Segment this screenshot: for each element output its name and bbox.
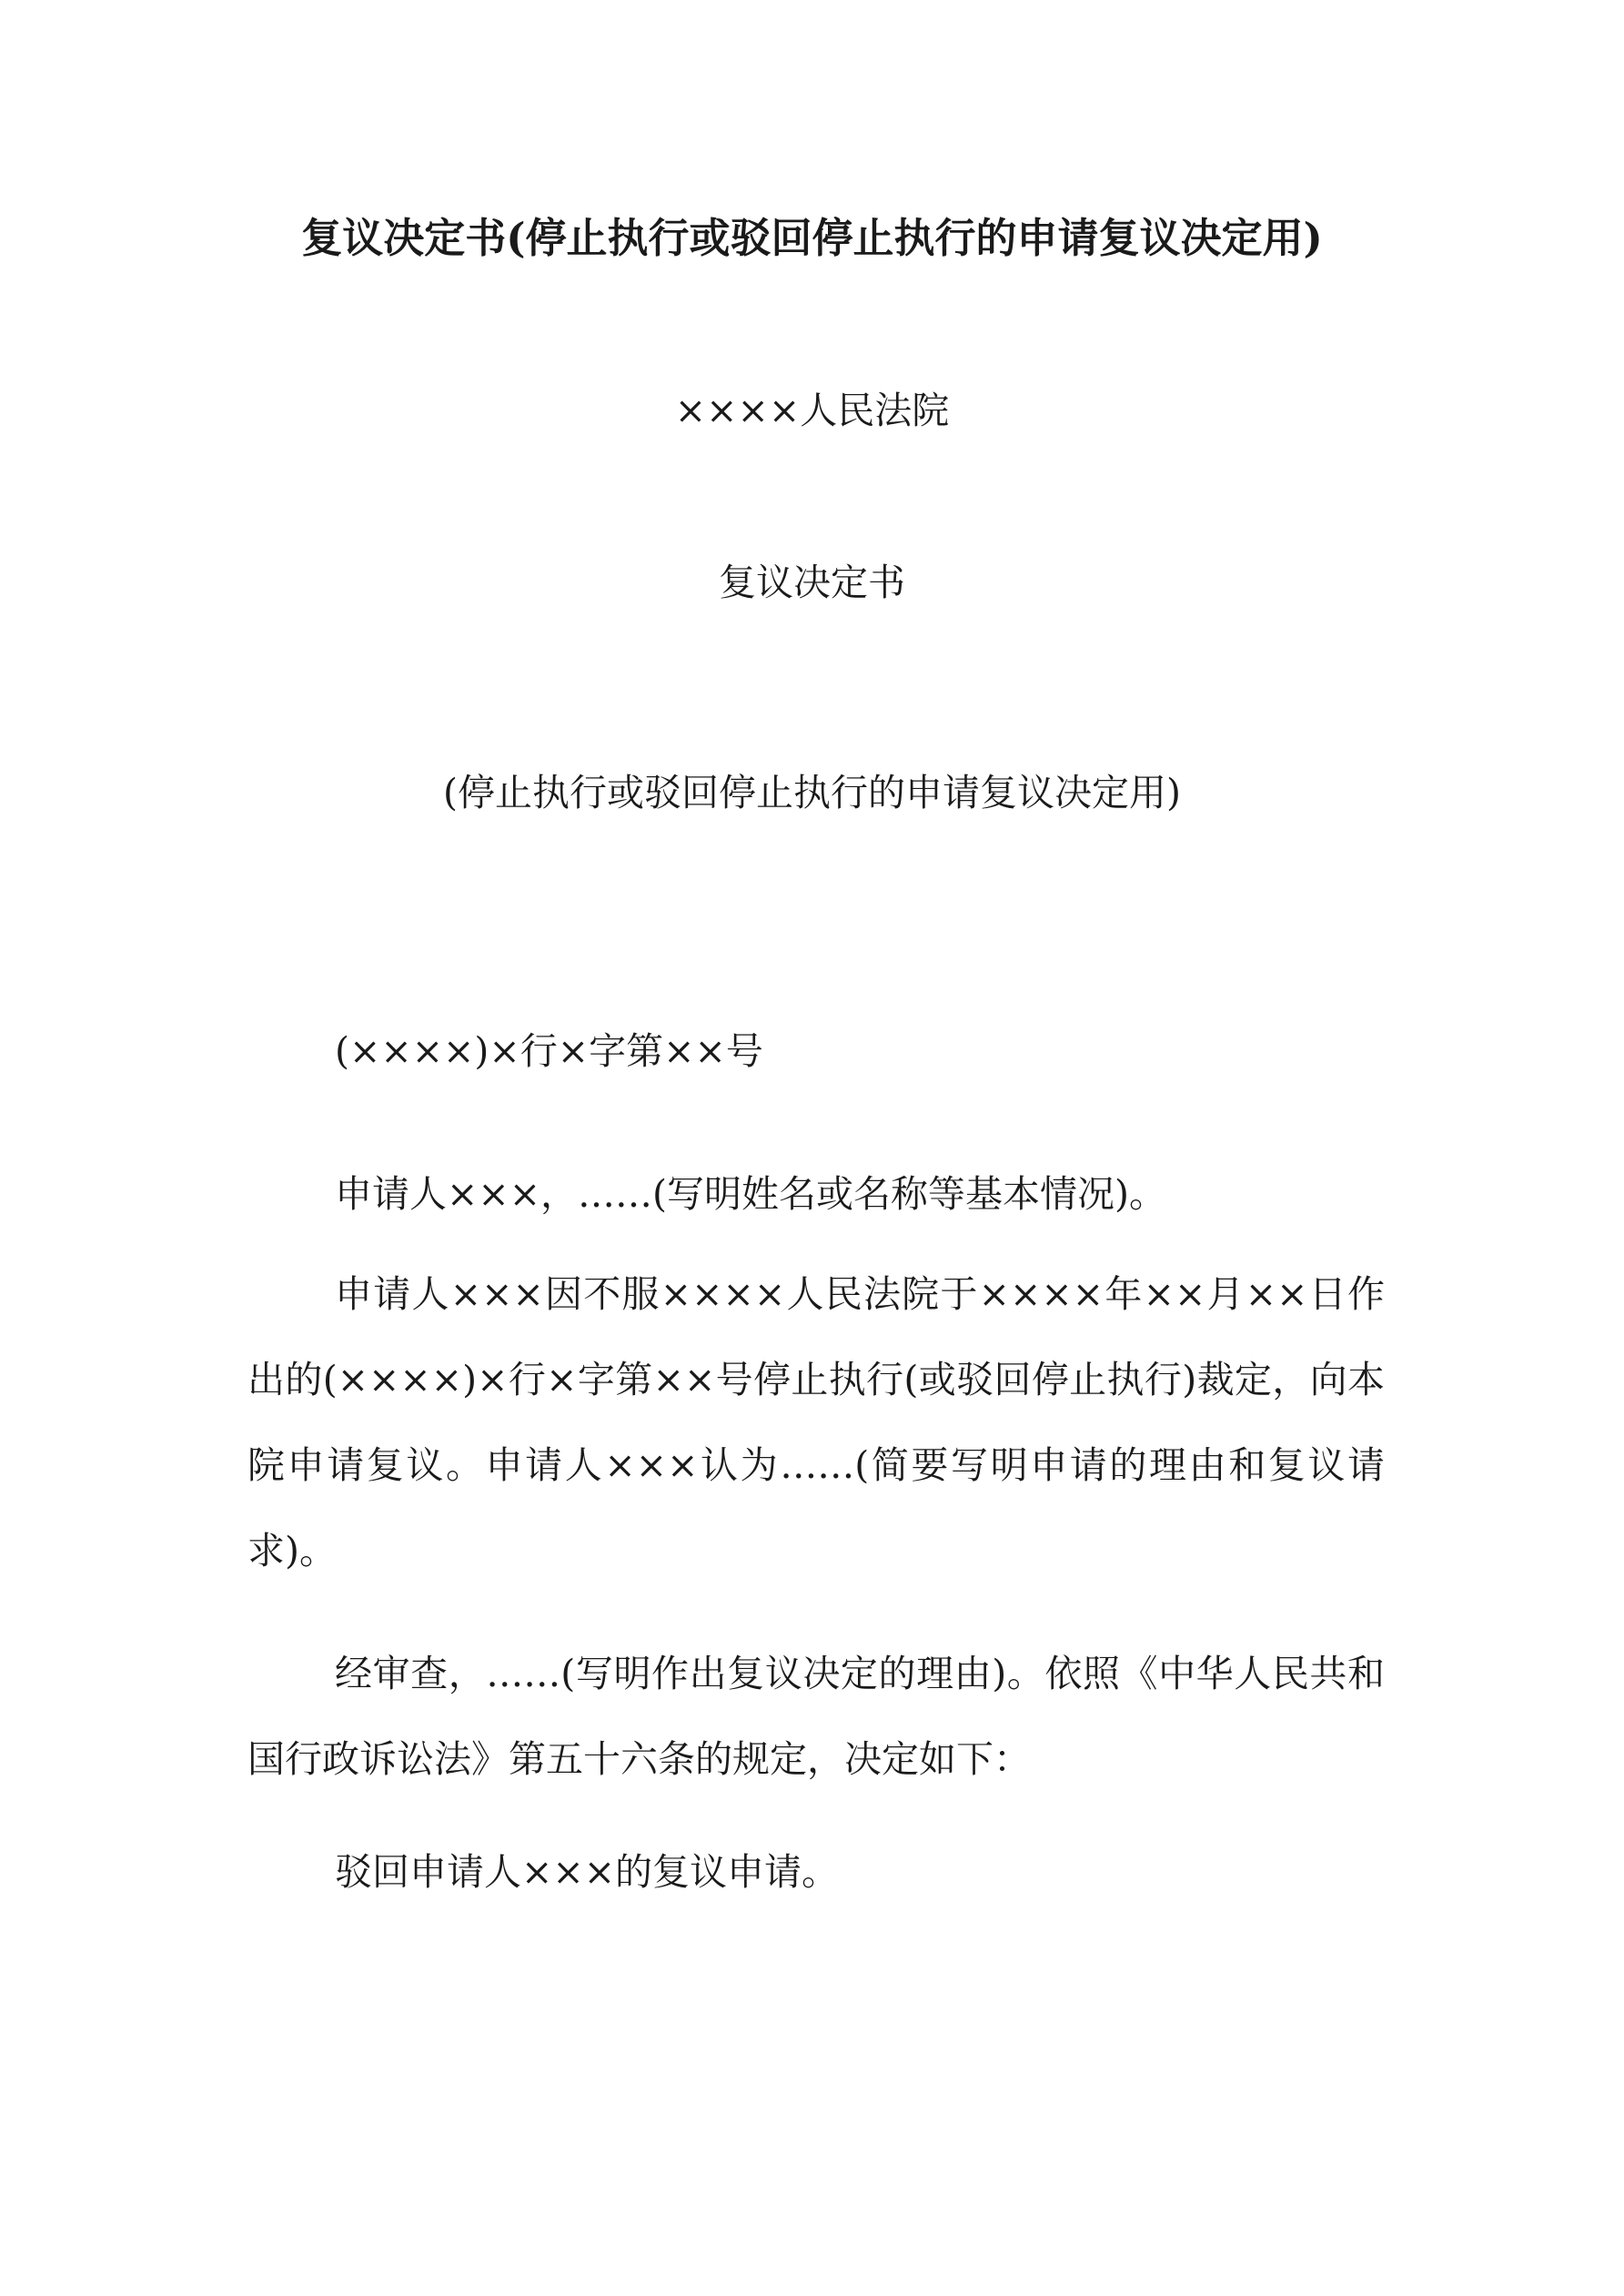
case-number-block bbox=[247, 1008, 1385, 1094]
review-block bbox=[247, 1631, 1385, 1802]
review-paragraph: 经审查，……(写明作出复议决定的理由)。依照《中华人民共和国行政诉讼法》第五十六条的规定，决定如下： bbox=[247, 1652, 1385, 1781]
facts-paragraph: 申请人×××因不服××××人民法院于××××年××月××日作出的(××××)×行×字第××号停止执行(或驳回停止执行)裁定，向本院申请复议。申请人×××认为……(简要写明申请的理由和复议请求)。 bbox=[247, 1272, 1385, 1573]
applicant-block bbox=[247, 1151, 1385, 1237]
document-subtitle: (停止执行或驳回停止执行的申请复议决定用) bbox=[443, 771, 1181, 814]
case-number: (××××)×行×字第××号 bbox=[335, 1029, 763, 1073]
document-title: 复议决定书(停止执行或驳回停止执行的申请复议决定用) bbox=[301, 214, 1323, 262]
applicant-paragraph: 申请人×××，……(写明姓名或名称等基本情况)。 bbox=[335, 1172, 1167, 1216]
facts-block bbox=[247, 1251, 1385, 1593]
ruling-block bbox=[247, 1829, 1385, 1915]
ruling-paragraph: 驳回申请人×××的复议申请。 bbox=[335, 1850, 840, 1894]
document-name: 复议决定书 bbox=[719, 561, 905, 604]
court-name: ××××人民法院 bbox=[674, 389, 950, 432]
